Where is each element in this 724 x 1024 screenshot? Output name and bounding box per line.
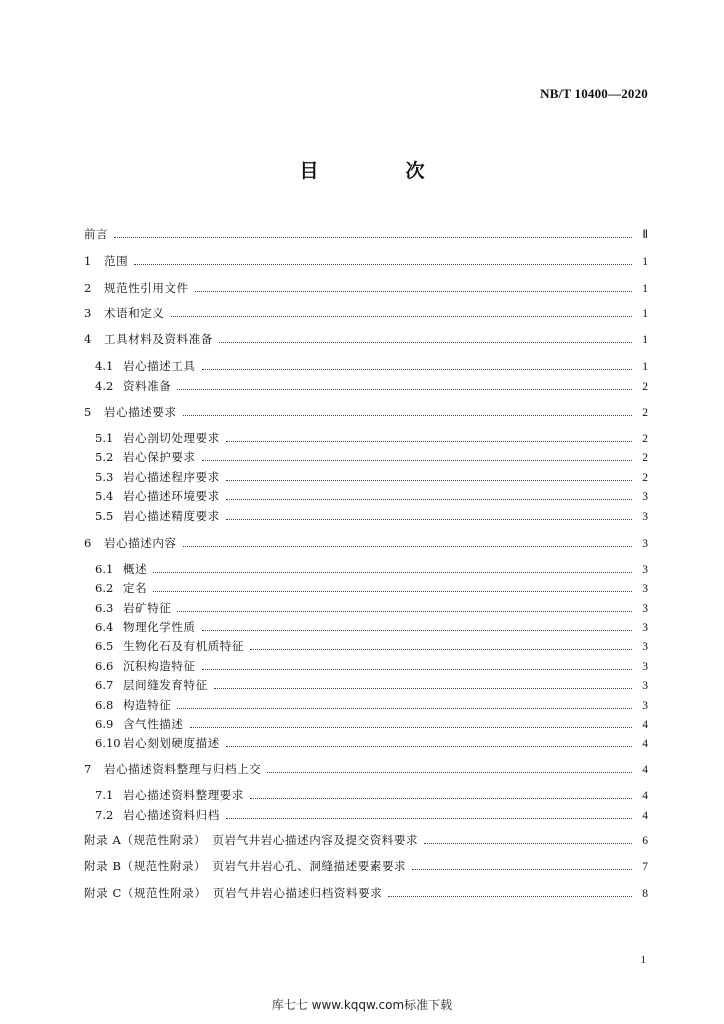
toc-entry-page: 4 xyxy=(642,790,648,802)
toc-entry xyxy=(95,716,648,732)
toc-entry-number: 6.7 xyxy=(95,678,114,692)
toc-entry-number: 6.2 xyxy=(95,581,114,595)
toc-leader-dots xyxy=(388,895,632,897)
toc-entry xyxy=(84,535,648,551)
toc-entry xyxy=(95,580,648,596)
toc-entry-number: 7.1 xyxy=(95,788,114,802)
toc-entry xyxy=(84,404,648,420)
toc-entry-title: 岩心描述资料归档 xyxy=(123,808,220,822)
toc-entry-page: 4 xyxy=(642,764,648,776)
toc-entry-title: 岩心保护要求 xyxy=(123,450,196,464)
toc-entry-page: 1 xyxy=(642,283,648,295)
toc-entry-number: 1 xyxy=(84,254,92,268)
toc-entry-number: 4 xyxy=(84,332,92,346)
toc-entry-number: 4.1 xyxy=(95,359,114,373)
toc-entry xyxy=(84,253,648,269)
toc-leader-dots xyxy=(214,687,632,689)
toc-leader-dots xyxy=(177,707,632,709)
toc-entry-title: 岩心描述环境要求 xyxy=(123,489,220,503)
toc-entry xyxy=(84,226,648,242)
toc-entry-page: 3 xyxy=(642,511,648,523)
toc-entry xyxy=(95,430,648,446)
toc-leader-dots xyxy=(226,440,632,442)
toc-entry-title: 前言 xyxy=(84,227,109,241)
toc-entry xyxy=(84,280,648,296)
toc-entry-title: 定名 xyxy=(123,581,148,595)
toc-entry xyxy=(95,488,648,504)
toc-leader-dots xyxy=(202,459,632,461)
toc-entry-page: 3 xyxy=(642,538,648,550)
toc-entry-number: 6.9 xyxy=(95,717,114,731)
toc-entry-page: 7 xyxy=(642,861,648,873)
toc-entry-title: 术语和定义 xyxy=(104,306,165,320)
toc-entry-title: 岩心剖切处理要求 xyxy=(123,431,220,445)
toc-entry-page: 3 xyxy=(642,641,648,653)
toc-entry-title: 岩心描述资料整理要求 xyxy=(123,788,244,802)
toc-leader-dots xyxy=(267,771,632,773)
toc-leader-dots xyxy=(114,236,632,238)
toc-entry-title: 含气性描述 xyxy=(123,717,184,731)
toc-leader-dots xyxy=(250,797,632,799)
toc-entry-page: 3 xyxy=(642,661,648,673)
toc-entry-number: 6.10 xyxy=(95,736,121,750)
toc-entry-page: 1 xyxy=(642,308,648,320)
toc-entry xyxy=(84,885,648,901)
toc-leader-dots xyxy=(195,290,632,292)
toc-leader-dots xyxy=(250,648,632,650)
toc-entry xyxy=(84,761,648,777)
toc-entry-title: 附录 B（规范性附录） 页岩气井岩心孔、洞缝描述要素要求 xyxy=(84,859,407,873)
toc-entry-title: 岩心描述精度要求 xyxy=(123,509,220,523)
toc-leader-dots xyxy=(424,842,632,844)
toc-entry-title: 规范性引用文件 xyxy=(104,281,189,295)
toc-leader-dots xyxy=(153,571,632,573)
toc-leader-dots xyxy=(153,590,632,592)
toc-leader-dots xyxy=(190,726,633,728)
toc-entry xyxy=(84,305,648,321)
toc-entry-title: 附录 C（规范性附录） 页岩气井岩心描述归档资料要求 xyxy=(84,886,383,900)
toc-entry-number: 4.2 xyxy=(95,379,114,393)
toc-entry-page: Ⅱ xyxy=(642,229,648,241)
toc-entry-page: 2 xyxy=(642,407,648,419)
toc-entry-title: 层间缝发育特征 xyxy=(123,678,208,692)
toc-entry-number: 6.4 xyxy=(95,620,114,634)
toc-leader-dots xyxy=(226,745,632,747)
toc-leader-dots xyxy=(226,817,632,819)
toc-leader-dots xyxy=(183,545,632,547)
toc-entry-title: 岩心刻划硬度描述 xyxy=(123,736,220,750)
toc-entry xyxy=(95,378,648,394)
toc-entry-title: 工具材料及资料准备 xyxy=(104,332,213,346)
toc-entry-number: 5.2 xyxy=(95,450,114,464)
toc-entry-title: 沉积构造特征 xyxy=(123,659,196,673)
toc-entry-number: 6.5 xyxy=(95,639,114,653)
toc-entry-page: 4 xyxy=(642,810,648,822)
toc-entry-page: 1 xyxy=(642,256,648,268)
page-title: 目 次 xyxy=(299,160,459,182)
toc-entry-page: 3 xyxy=(642,491,648,503)
toc-entry-page: 3 xyxy=(642,564,648,576)
toc-entry-page: 3 xyxy=(642,603,648,615)
toc-entry-title: 岩心描述资料整理与归档上交 xyxy=(104,762,262,776)
toc-entry xyxy=(95,697,648,713)
toc-entry xyxy=(95,638,648,654)
toc-entry xyxy=(84,331,648,347)
toc-entry-number: 6 xyxy=(84,536,92,550)
toc-entry xyxy=(95,358,648,374)
toc-entry-page: 2 xyxy=(642,452,648,464)
toc-leader-dots xyxy=(226,518,632,520)
toc-entry-title: 资料准备 xyxy=(123,379,172,393)
toc-entry-page: 2 xyxy=(642,472,648,484)
toc-entry-number: 5.4 xyxy=(95,489,114,503)
toc-entry xyxy=(95,807,648,823)
toc-entry xyxy=(95,469,648,485)
toc-entry-page: 2 xyxy=(642,381,648,393)
toc-entry-page: 1 xyxy=(642,334,648,346)
toc-entry-number: 6.6 xyxy=(95,659,114,673)
toc-entry-page: 4 xyxy=(642,719,648,731)
toc-entry-title: 岩心描述要求 xyxy=(104,405,177,419)
toc-entry-title: 范围 xyxy=(104,254,129,268)
toc-entry-title: 岩心描述内容 xyxy=(104,536,177,550)
toc-entry-page: 1 xyxy=(642,361,648,373)
toc-entry-number: 6.8 xyxy=(95,698,114,712)
toc-entry-number: 7 xyxy=(84,762,92,776)
toc-entry-title: 岩矿特征 xyxy=(123,601,172,615)
toc-entry-number: 5.3 xyxy=(95,470,114,484)
page-number: 1 xyxy=(640,954,646,966)
toc-entry-number: 5.5 xyxy=(95,509,114,523)
toc-entry-title: 物理化学性质 xyxy=(123,620,196,634)
toc-entry xyxy=(95,735,648,751)
toc-entry-number: 2 xyxy=(84,281,92,295)
toc-leader-dots xyxy=(226,479,632,481)
toc-leader-dots xyxy=(177,610,632,612)
toc-entry-page: 8 xyxy=(642,888,648,900)
toc-leader-dots xyxy=(202,668,632,670)
toc-entry xyxy=(95,600,648,616)
toc-entry-number: 5.1 xyxy=(95,431,114,445)
toc-leader-dots xyxy=(183,414,632,416)
toc-entry-title: 岩心描述程序要求 xyxy=(123,470,220,484)
site-watermark: 库七七 www.kqqw.com标准下载 xyxy=(271,998,453,1012)
toc-leader-dots xyxy=(219,341,632,343)
toc-entry-page: 3 xyxy=(642,622,648,634)
toc-leader-dots xyxy=(412,868,632,870)
toc-leader-dots xyxy=(202,629,632,631)
toc-entry-page: 3 xyxy=(642,680,648,692)
toc-entry-number: 6.3 xyxy=(95,601,114,615)
toc-entry-page: 3 xyxy=(642,583,648,595)
toc-entry-number: 7.2 xyxy=(95,808,114,822)
toc-entry xyxy=(95,449,648,465)
toc-entry-number: 5 xyxy=(84,405,92,419)
toc-entry xyxy=(84,832,648,848)
toc-entry-page: 2 xyxy=(642,433,648,445)
toc-entry-title: 概述 xyxy=(123,562,148,576)
toc-entry-number: 6.1 xyxy=(95,562,114,576)
toc-entry-title: 岩心描述工具 xyxy=(123,359,196,373)
toc-entry-title: 构造特征 xyxy=(123,698,172,712)
toc-leader-dots xyxy=(171,315,633,317)
toc-leader-dots xyxy=(226,498,632,500)
toc-entry-title: 生物化石及有机质特征 xyxy=(123,639,244,653)
toc-entry xyxy=(95,787,648,803)
toc-entry xyxy=(95,508,648,524)
toc-entry xyxy=(95,658,648,674)
toc-leader-dots xyxy=(177,388,632,390)
toc-leader-dots xyxy=(134,263,632,265)
toc-entry-page: 6 xyxy=(642,835,648,847)
toc-entry-page: 4 xyxy=(642,738,648,750)
toc-entry xyxy=(95,561,648,577)
toc-entry-title: 附录 A（规范性附录） 页岩气井岩心描述内容及提交资料要求 xyxy=(84,833,419,847)
toc-entry xyxy=(95,677,648,693)
toc-entry xyxy=(95,619,648,635)
toc-entry-page: 3 xyxy=(642,700,648,712)
toc-entry xyxy=(84,858,648,874)
toc-entry-number: 3 xyxy=(84,306,92,320)
toc-leader-dots xyxy=(202,368,632,370)
standard-code: NB/T 10400—2020 xyxy=(540,86,648,101)
